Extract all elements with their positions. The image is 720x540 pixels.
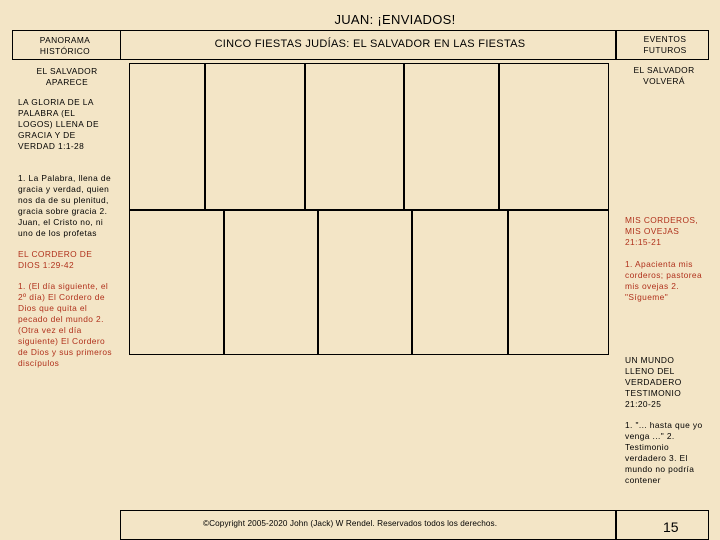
- feast-box-3: [305, 63, 404, 210]
- left-section-lamb-title: EL CORDERO DE DIOS 1:29-42: [18, 249, 93, 270]
- feast-box-9: [412, 210, 508, 355]
- left-section-savior-appears: EL SALVADOR APARECE: [36, 66, 98, 87]
- feast-box-2: [205, 63, 305, 210]
- left-section-lamb-body: 1. (El día siguiente, el 2º día) El Cordero de Dios que quita el pecado del mundo 2. (Otra vez el día siguiente) El Cordero de Dios y sus primeros discípulos: [18, 281, 112, 368]
- left-section-glory-title: LA GLORIA DE LA PALABRA (EL LOGOS) LLENA DE GRACIA Y DE VERDAD 1:1-28: [18, 97, 99, 151]
- right-header-label: EVENTOS FUTUROS: [643, 34, 687, 55]
- right-section-lambs-title: MIS CORDEROS, MIS OVEJAS 21:15-21: [625, 215, 699, 247]
- right-section-world-title: UN MUNDO LLENO DEL VERDADERO TESTIMONIO 21:20-25: [625, 355, 682, 409]
- right-section-lambs-body: 1. Apacienta mis corderos; pastorea mis ovejas 2. "Sígueme": [625, 259, 703, 302]
- right-section-savior-returns: EL SALVADOR VOLVERÁ: [633, 65, 695, 86]
- copyright-text: ©Copyright 2005-2020 John (Jack) W Rendel. Reservados todos los derechos.: [203, 519, 498, 528]
- feast-box-10: [508, 210, 609, 355]
- left-header-label: PANORAMA HISTÓRICO: [39, 35, 91, 56]
- feast-box-7: [224, 210, 318, 355]
- feast-box-6: [129, 210, 224, 355]
- feast-box-4: [404, 63, 499, 210]
- page-title: JUAN: ¡ENVIADOS!: [334, 12, 456, 27]
- middle-header-label: CINCO FIESTAS JUDÍAS: EL SALVADOR EN LAS FIESTAS: [214, 38, 526, 50]
- left-section-glory-body: 1. La Palabra, llena de gracia y verdad, quien nos da de su plenitud, gracia sobre gracia 2. Juan, el Cristo no, ni uno de los profetas: [18, 173, 112, 238]
- right-section-world-body: 1. "... hasta que yo venga ..." 2. Testimonio verdadero 3. El mundo no podría contener: [625, 420, 703, 485]
- feast-box-8: [318, 210, 412, 355]
- feast-box-5: [499, 63, 609, 210]
- feast-box-1: [129, 63, 205, 210]
- page-number: 15: [663, 519, 679, 535]
